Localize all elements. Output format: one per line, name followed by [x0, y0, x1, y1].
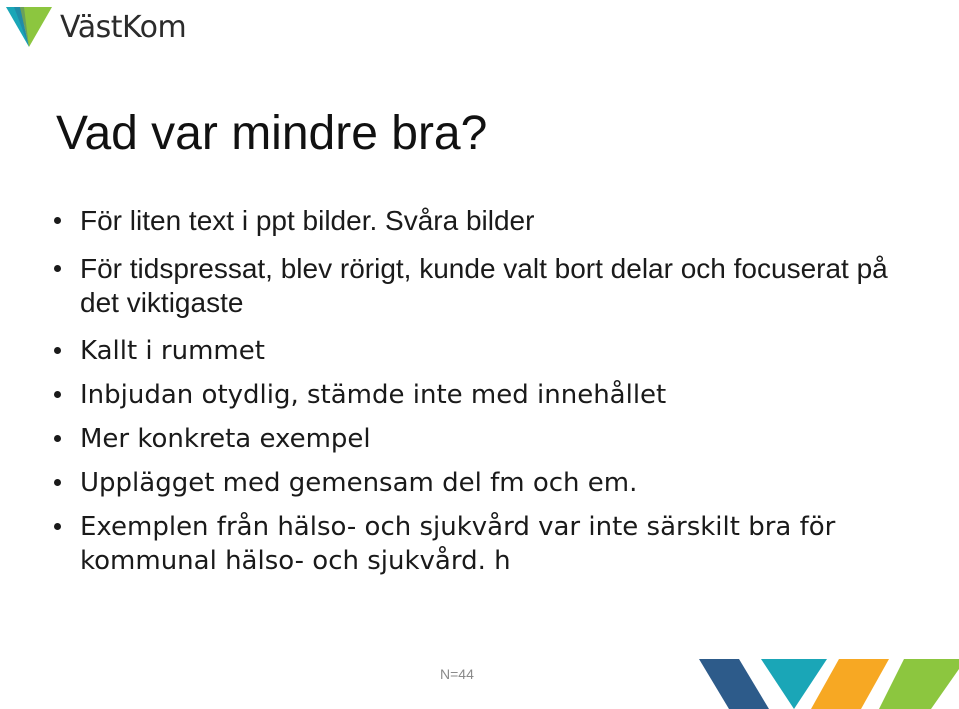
- bullet-dot-icon: [54, 347, 61, 354]
- bullet-dot-icon: [54, 435, 61, 442]
- bullet-text: Exemplen från hälso- och sjukvård var inte särskilt bra för kommunal hälso- och sjukvård. h: [80, 512, 836, 576]
- bullet-text: För liten text i ppt bilder. Svåra bilder: [80, 205, 535, 236]
- bullet-text: För tidspressat, blev rörigt, kunde valt bort delar och focuserat på det viktigaste: [80, 253, 888, 318]
- logo-text: VästKom: [60, 9, 187, 45]
- bullet-item: [52, 510, 932, 578]
- bullet-text: Upplägget med gemensam del fm och em.: [80, 468, 638, 498]
- bullet-dot-icon: [54, 217, 61, 224]
- bullet-text: Inbjudan otydlig, stämde inte med innehållet: [80, 380, 667, 410]
- bullet-dot-icon: [54, 265, 61, 272]
- vastkom-logo-mark-icon: [6, 5, 52, 49]
- vastkom-logo: [6, 4, 186, 50]
- bullet-item: [52, 378, 932, 412]
- bullet-text: Mer konkreta exempel: [80, 424, 371, 454]
- bullet-dot-icon: [54, 523, 61, 530]
- stripe-green: [879, 659, 959, 709]
- bullet-item: [52, 466, 932, 500]
- bullet-text: Kallt i rummet: [80, 336, 265, 366]
- bullet-dot-icon: [54, 391, 61, 398]
- bullet-item: [52, 422, 932, 456]
- bullet-dot-icon: [54, 479, 61, 486]
- slide-title: Vad var mindre bra?: [56, 107, 488, 160]
- bullet-item: [52, 334, 932, 368]
- bullet-item: [52, 204, 932, 238]
- respondent-count: N=44: [440, 666, 474, 682]
- brand-stripes-graphic: [699, 659, 959, 709]
- stripe-navy: [699, 659, 769, 709]
- bullet-list: [52, 204, 932, 588]
- stripe-orange: [811, 659, 889, 709]
- bullet-item: [52, 252, 932, 320]
